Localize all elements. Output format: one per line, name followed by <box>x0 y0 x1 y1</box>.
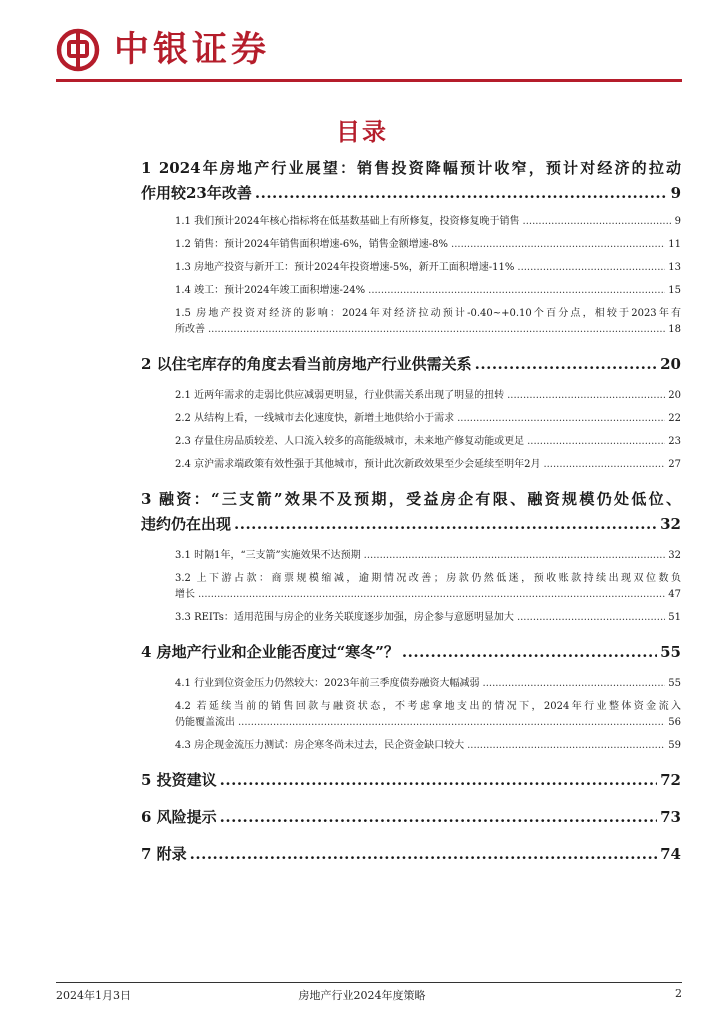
toc-chapter-21[interactable] <box>141 842 681 867</box>
toc-entry-title: 1.1 我们预计2024年核心指标将在低基数基础上有所修复，投资修复晚于销售 <box>175 216 520 227</box>
toc-entry-title: 4 房地产行业和企业能否度过“寒冬”？ <box>141 643 399 661</box>
toc-section-14[interactable] <box>141 610 681 626</box>
toc-page-number: 55 <box>668 678 681 689</box>
toc-page-number: 56 <box>668 717 681 728</box>
toc-leader-dots <box>220 805 657 830</box>
toc-section-1[interactable] <box>141 214 681 230</box>
toc-page-number: 15 <box>668 285 681 296</box>
toc-chapter-15[interactable] <box>141 640 681 665</box>
footer-title: 房地产行业2024年度策略 <box>298 989 426 1002</box>
toc-entry-title: 1.3 房地产投资与新开工：预计2024年投资增速-5%，新开工面积增速-11% <box>175 262 515 273</box>
toc-page-number: 32 <box>660 515 681 533</box>
toc-page-number: 59 <box>668 740 681 751</box>
toc-section-12[interactable] <box>141 548 681 564</box>
toc-leader-dots <box>198 587 665 603</box>
toc-entry-title: 6 风险提示 <box>141 808 217 826</box>
toc-page-number: 72 <box>660 771 681 789</box>
toc-chapter-6[interactable] <box>141 352 681 377</box>
toc-entry-title: 作用较23年改善 <box>141 184 252 202</box>
toc-leader-dots <box>507 388 665 404</box>
toc-entry-title-line1: 3 融资：“三支箭”效果不及预期，受益房企有限、融资规模仍处低位、 <box>141 490 681 508</box>
toc-section-3[interactable] <box>141 260 681 276</box>
toc-page-number: 47 <box>668 589 681 600</box>
toc-leader-dots <box>402 640 657 665</box>
toc-leader-dots <box>220 768 657 793</box>
toc-entry-title: 1.2 销售：预计2024年销售面积增速-6%，销售金额增速-8% <box>175 239 449 250</box>
toc-title: 目录 <box>336 117 388 146</box>
toc-entry-title-line1: 3.2 上下游占款：商票规模缩减，逾期情况改善；房款仍然低迷，预收账款持续出现双位数负 <box>175 573 681 584</box>
toc-page-number: 9 <box>674 216 681 227</box>
toc-section-16[interactable] <box>141 676 681 692</box>
toc-section-8[interactable] <box>141 411 681 427</box>
toc-page-number: 18 <box>668 324 681 335</box>
toc-leader-dots <box>517 260 665 276</box>
toc-entry-title: 4.3 房企现金流压力测试：房企寒冬尚未过去，民企资金缺口较大 <box>175 740 465 751</box>
toc-section-4[interactable] <box>141 283 681 299</box>
toc-entry-title: 4.1 行业到位资金压力仍然较大：2023年前三季度债券融资大幅减弱 <box>175 678 480 689</box>
toc-section-7[interactable] <box>141 388 681 404</box>
toc-leader-dots <box>255 181 668 206</box>
toc-leader-dots <box>368 283 665 299</box>
toc-leader-dots <box>517 610 665 626</box>
toc-page-number: 55 <box>660 643 681 661</box>
table-of-contents <box>141 156 681 867</box>
footer-divider <box>56 982 682 983</box>
footer-date: 2024年1月3日 <box>56 989 131 1002</box>
header-divider <box>56 79 682 82</box>
toc-chapter-11[interactable] <box>141 487 681 537</box>
toc-leader-dots <box>234 512 657 537</box>
toc-page-number: 9 <box>670 184 681 202</box>
toc-entry-title-line1: 4.2 若延续当前的销售回款与融资状态，不考虑拿地支出的情况下，2024年行业整体资金流入 <box>175 701 681 712</box>
toc-entry-title: 2.2 从结构上看，一线城市去化速度快，新增土地供给小于需求 <box>175 413 455 424</box>
toc-section-18[interactable] <box>141 738 681 754</box>
toc-leader-dots <box>238 715 665 731</box>
toc-entry-title: 所改善 <box>175 324 205 335</box>
toc-entry-title-line1: 1 2024年房地产行业展望：销售投资降幅预计收窄，预计对经济的拉动 <box>141 159 681 177</box>
toc-leader-dots <box>457 411 665 427</box>
toc-leader-dots <box>190 842 657 867</box>
footer-page-number: 2 <box>675 987 682 1000</box>
page-header <box>56 24 682 78</box>
toc-page-number: 20 <box>660 355 681 373</box>
toc-section-13[interactable] <box>141 571 681 603</box>
toc-entry-title: 3.3 REITs：适用范围与房企的业务关联度逐步加强，房企参与意愿明显加大 <box>175 612 514 623</box>
toc-section-17[interactable] <box>141 699 681 731</box>
toc-page-number: 11 <box>668 239 681 250</box>
toc-leader-dots <box>527 434 665 450</box>
toc-entry-title: 2 以住宅库存的角度去看当前房地产行业供需关系 <box>141 355 472 373</box>
toc-leader-dots <box>208 322 665 338</box>
toc-page-number: 51 <box>668 612 681 623</box>
bank-of-china-logo-icon <box>56 28 100 72</box>
toc-section-2[interactable] <box>141 237 681 253</box>
toc-leader-dots <box>451 237 665 253</box>
toc-page-number: 23 <box>668 436 681 447</box>
toc-entry-title: 1.4 竣工：预计2024年竣工面积增速-24% <box>175 285 366 296</box>
toc-entry-title-line1: 1.5 房地产投资对经济的影响：2024年对经济拉动预计-0.40~+0.10个百分点，相较于2023年有 <box>175 308 681 319</box>
toc-entry-title: 7 附录 <box>141 845 187 863</box>
toc-section-9[interactable] <box>141 434 681 450</box>
toc-page-number: 22 <box>668 413 681 424</box>
toc-entry-title: 违约仍在出现 <box>141 515 232 533</box>
toc-leader-dots <box>467 738 665 754</box>
toc-entry-title: 2.4 京沪需求端政策有效性强于其他城市，预计此次新政效果至少会延续至明年2月 <box>175 459 541 470</box>
toc-leader-dots <box>475 352 657 377</box>
toc-section-5[interactable] <box>141 306 681 338</box>
toc-leader-dots <box>523 214 672 230</box>
toc-leader-dots <box>543 457 665 473</box>
toc-leader-dots <box>364 548 666 564</box>
toc-page-number: 27 <box>668 459 681 470</box>
toc-chapter-19[interactable] <box>141 768 681 793</box>
toc-section-10[interactable] <box>141 457 681 473</box>
brand-name: 中银证券 <box>114 29 271 70</box>
toc-leader-dots <box>483 676 666 692</box>
toc-chapter-20[interactable] <box>141 805 681 830</box>
toc-entry-title: 2.1 近两年需求的走弱比供应减弱更明显，行业供需关系出现了明显的扭转 <box>175 390 505 401</box>
toc-page-number: 13 <box>668 262 681 273</box>
toc-chapter-0[interactable] <box>141 156 681 206</box>
toc-entry-title: 3.1 时隔1年，“三支箭”实施效果不达预期 <box>175 550 361 561</box>
toc-page-number: 20 <box>668 390 681 401</box>
toc-page-number: 74 <box>660 845 681 863</box>
toc-entry-title: 2.3 存量住房品质较差、人口流入较多的高能级城市，未来地产修复动能或更足 <box>175 436 525 447</box>
toc-entry-title: 5 投资建议 <box>141 771 217 789</box>
toc-page-number: 73 <box>660 808 681 826</box>
toc-entry-title: 仍能覆盖流出 <box>175 717 235 728</box>
toc-entry-title: 增长 <box>175 589 195 600</box>
toc-page-number: 32 <box>668 550 681 561</box>
